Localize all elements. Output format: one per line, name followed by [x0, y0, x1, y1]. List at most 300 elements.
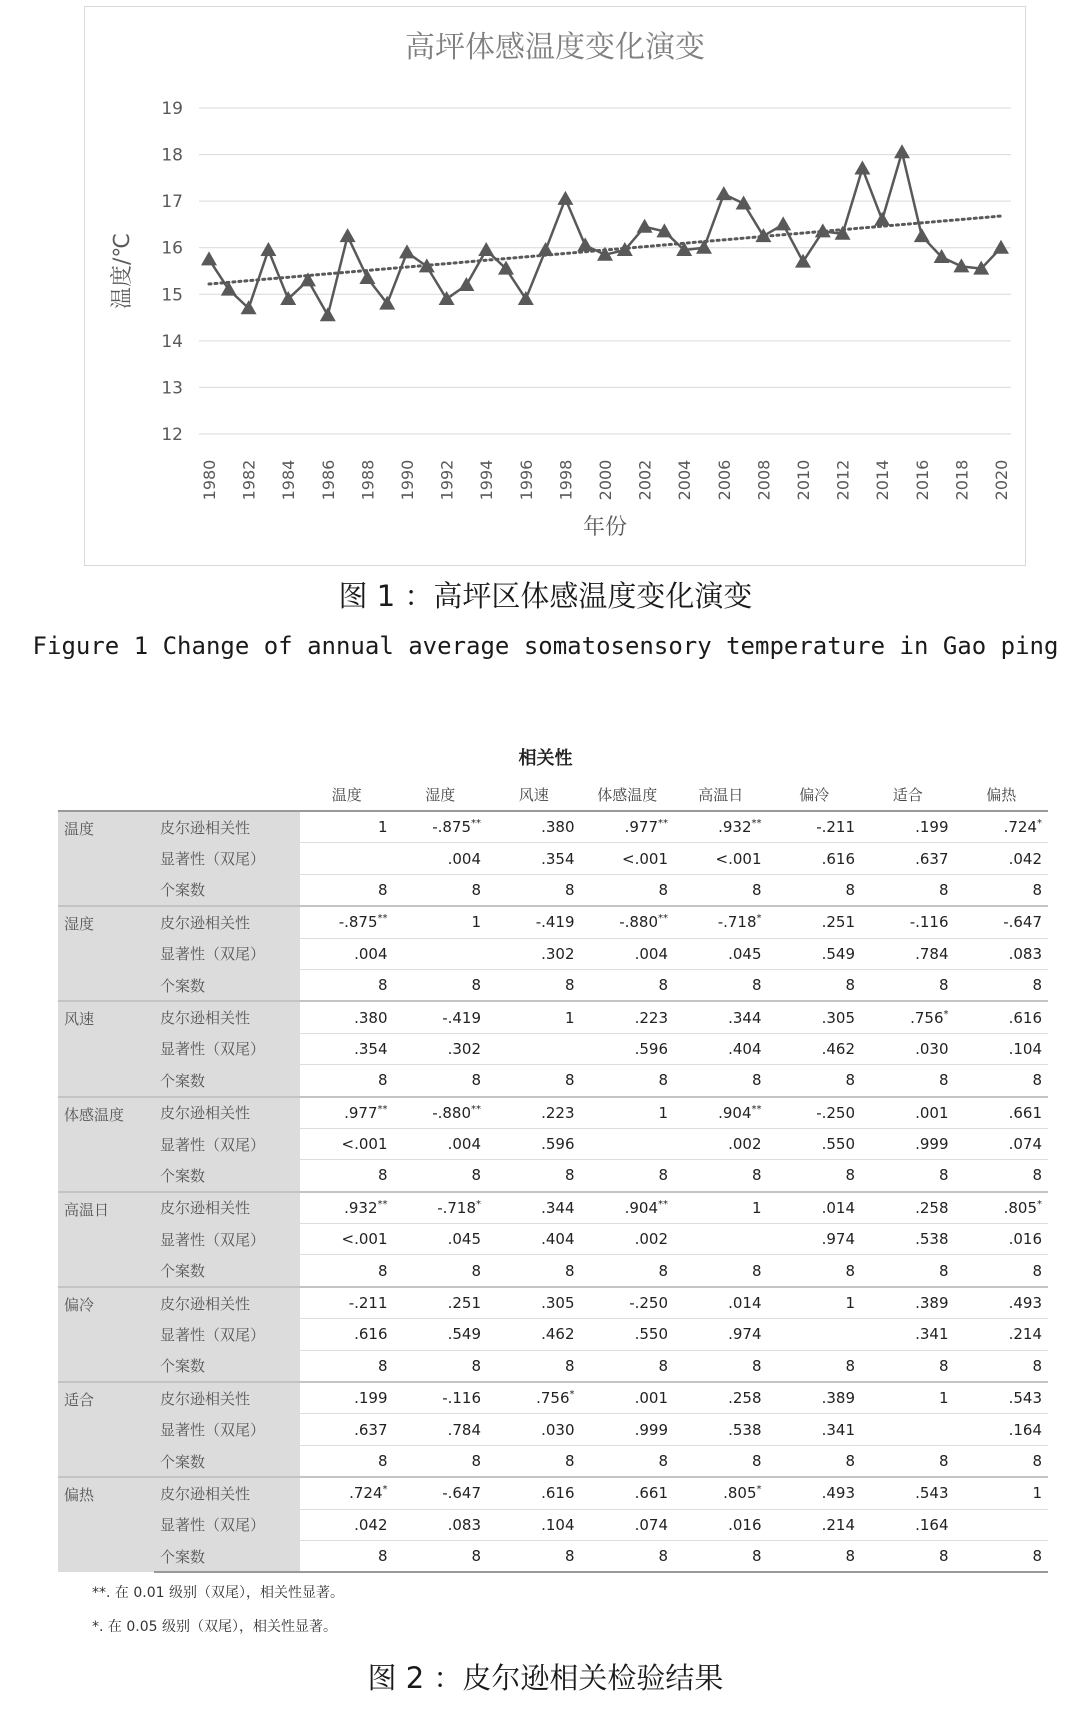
table-cell: -.875** [300, 906, 394, 938]
table-cell: 8 [581, 1445, 675, 1477]
table-cell: .251 [768, 906, 862, 938]
table-cell: .538 [674, 1414, 768, 1445]
table-cell: 8 [300, 874, 394, 906]
table-row [58, 1319, 1048, 1350]
table-cell: 8 [861, 1445, 955, 1477]
table-cell: .258 [861, 1192, 955, 1224]
table-cell: .999 [581, 1414, 675, 1445]
x-tick-label-2012: 2012 [833, 459, 853, 501]
table-row [58, 1128, 1048, 1159]
table-cell: 8 [581, 1160, 675, 1192]
x-tick-label-1996: 1996 [516, 459, 536, 501]
table-cell: 8 [300, 1065, 394, 1097]
table-cell: 1 [394, 906, 488, 938]
x-tick-label-1980: 1980 [200, 459, 219, 501]
table-cell: 8 [487, 1540, 581, 1572]
table-row [58, 1001, 1048, 1033]
table-cell: .724* [300, 1477, 394, 1509]
table-cell: .199 [300, 1382, 394, 1414]
x-tick-label-1982: 1982 [239, 459, 259, 501]
table-cell: .341 [861, 1319, 955, 1350]
header-blank [154, 778, 300, 811]
stat-label: 个案数 [154, 1445, 300, 1477]
table-cell: 8 [861, 969, 955, 1001]
table-cell: 8 [768, 1255, 862, 1287]
table-cell: .549 [394, 1319, 488, 1350]
table-cell: 8 [394, 1255, 488, 1287]
table-notes [92, 1576, 344, 1644]
table-cell: 8 [487, 1350, 581, 1382]
table-row [58, 1224, 1048, 1255]
table-cell: .724* [955, 811, 1049, 843]
table-cell: 8 [394, 1540, 488, 1572]
table-cell: .462 [487, 1319, 581, 1350]
table-cell: 8 [861, 1350, 955, 1382]
table-cell: .030 [861, 1033, 955, 1064]
table-cell [394, 938, 488, 969]
data-point-1980 [201, 251, 217, 265]
table-cell [300, 843, 394, 874]
table-cell: 8 [955, 1160, 1049, 1192]
table-cell: .999 [861, 1128, 955, 1159]
stat-label: 个案数 [154, 1255, 300, 1287]
stat-label: 个案数 [154, 1540, 300, 1572]
stat-label: 显著性（双尾） [154, 1414, 300, 1445]
table-cell: .074 [955, 1128, 1049, 1159]
table-cell: .104 [487, 1509, 581, 1540]
table-cell: 8 [955, 1255, 1049, 1287]
data-point-1987 [340, 228, 356, 242]
series-line [209, 152, 1001, 315]
table-cell: 8 [674, 1445, 768, 1477]
data-point-1992 [439, 291, 455, 305]
table-cell: 8 [955, 969, 1049, 1001]
row-variable-label: 风速 [58, 1001, 154, 1096]
y-tick-label-18: 18 [161, 145, 183, 166]
x-tick-label-1998: 1998 [556, 459, 576, 501]
data-point-2015 [894, 144, 910, 158]
table-cell: .616 [768, 843, 862, 874]
table-cell: 8 [581, 1065, 675, 1097]
table-row [58, 1033, 1048, 1064]
table-cell: .214 [955, 1319, 1049, 1350]
table-cell: .001 [581, 1382, 675, 1414]
table-cell: -.419 [394, 1001, 488, 1033]
data-point-1990 [399, 244, 415, 258]
table-cell: 1 [674, 1192, 768, 1224]
data-point-2018 [953, 258, 969, 272]
y-tick-label-19: 19 [161, 99, 183, 119]
table-cell: .596 [581, 1033, 675, 1064]
y-tick-label-15: 15 [161, 285, 183, 306]
table-row [58, 1065, 1048, 1097]
table-row [58, 811, 1048, 843]
table-row [58, 1192, 1048, 1224]
table-cell: 8 [861, 1540, 955, 1572]
column-header: 偏热 [955, 778, 1049, 811]
stat-label: 显著性（双尾） [154, 1033, 300, 1064]
table-cell: .354 [487, 843, 581, 874]
table-cell: .004 [394, 1128, 488, 1159]
table-cell: -.211 [300, 1287, 394, 1319]
table-row [58, 969, 1048, 1001]
table-cell: .904** [581, 1192, 675, 1224]
table-cell: .616 [955, 1001, 1049, 1033]
table-cell: -.419 [487, 906, 581, 938]
table-row [58, 1382, 1048, 1414]
table-cell: .784 [861, 938, 955, 969]
table-row [58, 1160, 1048, 1192]
figure2-caption-cn: 图 2 ：皮尔逊相关检验结果 [367, 1661, 724, 1695]
table-cell: .550 [581, 1319, 675, 1350]
table-cell: .214 [768, 1509, 862, 1540]
table-cell: .404 [487, 1224, 581, 1255]
y-axis-label: 温度/℃ [110, 232, 135, 310]
table-cell: .305 [487, 1287, 581, 1319]
stat-label: 显著性（双尾） [154, 938, 300, 969]
table-cell: 8 [955, 1350, 1049, 1382]
x-tick-label-1984: 1984 [279, 459, 299, 501]
table-cell: 8 [674, 1350, 768, 1382]
table-cell: .354 [300, 1033, 394, 1064]
stat-label: 显著性（双尾） [154, 1128, 300, 1159]
table-cell: .932** [300, 1192, 394, 1224]
table-cell: .977** [300, 1097, 394, 1129]
table-cell: .932** [674, 811, 768, 843]
data-point-1999 [577, 237, 593, 251]
table-cell: 8 [300, 1445, 394, 1477]
stat-label: 皮尔逊相关性 [154, 906, 300, 938]
table-cell: .389 [861, 1287, 955, 1319]
table-cell: 8 [300, 969, 394, 1001]
table-cell: .661 [581, 1477, 675, 1509]
x-tick-label-2004: 2004 [675, 459, 695, 501]
table-cell: .002 [581, 1224, 675, 1255]
table-row [58, 1350, 1048, 1382]
column-header: 温度 [300, 778, 394, 811]
table-cell: 8 [674, 1540, 768, 1572]
row-variable-label: 温度 [58, 811, 154, 906]
table-cell: .001 [861, 1097, 955, 1129]
data-point-2016 [914, 228, 930, 242]
table-cell: 8 [955, 1445, 1049, 1477]
table-cell: .164 [861, 1509, 955, 1540]
table-cell: -.875** [394, 811, 488, 843]
table-cell: .199 [861, 811, 955, 843]
table-row [58, 843, 1048, 874]
table-row [58, 1445, 1048, 1477]
x-tick-label-2016: 2016 [912, 459, 932, 501]
table-cell: .223 [487, 1097, 581, 1129]
table-cell: 8 [487, 1160, 581, 1192]
table-cell: .380 [300, 1001, 394, 1033]
table-cell: .344 [487, 1192, 581, 1224]
table-cell: 8 [394, 1160, 488, 1192]
table-cell: .302 [394, 1033, 488, 1064]
stat-label: 个案数 [154, 1160, 300, 1192]
table-cell: 8 [394, 1065, 488, 1097]
table-cell [487, 1033, 581, 1064]
table-cell: <.001 [300, 1224, 394, 1255]
table-title: 相关性 [518, 748, 573, 769]
table-cell: 8 [768, 1540, 862, 1572]
table-cell: 8 [955, 1540, 1049, 1572]
data-point-1986 [320, 307, 336, 321]
table-cell: -.718* [394, 1192, 488, 1224]
stat-label: 皮尔逊相关性 [154, 1097, 300, 1129]
table-row [58, 1097, 1048, 1129]
table-row [58, 1255, 1048, 1287]
table-cell [861, 1414, 955, 1445]
table-cell: 1 [861, 1382, 955, 1414]
table-cell: .045 [394, 1224, 488, 1255]
table-cell: .661 [955, 1097, 1049, 1129]
table-cell: .805* [955, 1192, 1049, 1224]
table-cell: -.211 [768, 811, 862, 843]
row-variable-label: 偏冷 [58, 1287, 154, 1382]
data-point-1993 [458, 277, 474, 291]
table-cell: -.116 [394, 1382, 488, 1414]
table-cell: .550 [768, 1128, 862, 1159]
table-cell: 8 [300, 1540, 394, 1572]
correlation-table [58, 778, 1048, 1573]
column-header: 高温日 [674, 778, 768, 811]
table-cell: -.250 [581, 1287, 675, 1319]
table-cell: 8 [394, 1445, 488, 1477]
data-point-2002 [637, 219, 653, 233]
table-cell: 8 [300, 1255, 394, 1287]
note-significance-005: *. 在 0.05 级别（双尾），相关性显著。 [92, 1619, 337, 1635]
table-cell: .223 [581, 1001, 675, 1033]
figure1-caption-en: Figure 1 Change of annual average somatosensory temperature in Gao ping [32, 632, 1059, 660]
data-point-2013 [854, 161, 870, 175]
table-cell [955, 1509, 1049, 1540]
table-cell: .302 [487, 938, 581, 969]
stat-label: 皮尔逊相关性 [154, 1382, 300, 1414]
table-cell: .305 [768, 1001, 862, 1033]
y-tick-label-16: 16 [161, 238, 183, 259]
table-cell: .805* [674, 1477, 768, 1509]
table-cell: .004 [300, 938, 394, 969]
table-cell: -.250 [768, 1097, 862, 1129]
stat-label: 显著性（双尾） [154, 843, 300, 874]
stat-label: 显著性（双尾） [154, 1319, 300, 1350]
note-significance-001: **. 在 0.01 级别（双尾），相关性显著。 [92, 1585, 344, 1601]
table-row [58, 1540, 1048, 1572]
table-cell: .042 [300, 1509, 394, 1540]
table-cell: 8 [487, 874, 581, 906]
table-cell: 8 [394, 1350, 488, 1382]
table-row [58, 1477, 1048, 1509]
row-variable-label: 适合 [58, 1382, 154, 1477]
table-cell: .083 [394, 1509, 488, 1540]
table-cell: .014 [674, 1287, 768, 1319]
data-point-1998 [557, 191, 573, 205]
table-cell: .004 [581, 938, 675, 969]
table-cell: .104 [955, 1033, 1049, 1064]
table-cell: .014 [768, 1192, 862, 1224]
table-cell: 8 [674, 1160, 768, 1192]
y-tick-label-14: 14 [161, 331, 183, 352]
column-header: 适合 [861, 778, 955, 811]
chart-title: 高坪体感温度变化演变 [405, 30, 705, 65]
table-cell: 8 [300, 1160, 394, 1192]
x-tick-label-1994: 1994 [477, 459, 497, 501]
table-cell: .251 [394, 1287, 488, 1319]
table-cell: 8 [861, 1065, 955, 1097]
table-cell: .389 [768, 1382, 862, 1414]
x-tick-label-1992: 1992 [437, 459, 457, 501]
table-cell [674, 1224, 768, 1255]
table-cell: 8 [955, 874, 1049, 906]
column-header: 体感温度 [581, 778, 675, 811]
data-point-2011 [815, 223, 831, 237]
table-row [58, 1509, 1048, 1540]
x-tick-label-1990: 1990 [398, 459, 417, 501]
table-cell: .616 [300, 1319, 394, 1350]
stat-label: 显著性（双尾） [154, 1224, 300, 1255]
table-cell: 8 [674, 1065, 768, 1097]
table-cell: .045 [674, 938, 768, 969]
table-cell: 8 [861, 1255, 955, 1287]
table-cell: 8 [768, 874, 862, 906]
row-variable-label: 湿度 [58, 906, 154, 1001]
table-row [58, 1414, 1048, 1445]
table-cell: .002 [674, 1128, 768, 1159]
table-cell: .596 [487, 1128, 581, 1159]
table-cell: .616 [487, 1477, 581, 1509]
table-cell: .549 [768, 938, 862, 969]
row-variable-label: 偏热 [58, 1477, 154, 1572]
table-cell: .341 [768, 1414, 862, 1445]
data-point-1996 [518, 291, 534, 305]
table-cell: 8 [581, 1350, 675, 1382]
table-cell: -.116 [861, 906, 955, 938]
stat-label: 个案数 [154, 1065, 300, 1097]
table-cell: .637 [861, 843, 955, 874]
data-point-1983 [260, 242, 276, 256]
table-cell: 8 [581, 969, 675, 1001]
table-row [58, 906, 1048, 938]
y-tick-label-12: 12 [161, 425, 183, 445]
table-cell: 8 [394, 874, 488, 906]
table-cell: .344 [674, 1001, 768, 1033]
table-cell: 8 [487, 969, 581, 1001]
x-tick-label-1986: 1986 [318, 459, 338, 501]
table-cell: .016 [955, 1224, 1049, 1255]
table-cell: .258 [674, 1382, 768, 1414]
table-cell: 8 [768, 1445, 862, 1477]
table-header-row [58, 778, 1048, 811]
table-cell: -.647 [955, 906, 1049, 938]
stat-label: 个案数 [154, 1350, 300, 1382]
data-point-2009 [775, 216, 791, 230]
table-cell: 8 [861, 1160, 955, 1192]
table-cell: .462 [768, 1033, 862, 1064]
x-tick-label-1988: 1988 [358, 459, 378, 501]
table-cell: .637 [300, 1414, 394, 1445]
table-cell: <.001 [674, 843, 768, 874]
table-cell: -.880** [581, 906, 675, 938]
y-tick-label-17: 17 [161, 192, 183, 213]
table-cell: 8 [861, 874, 955, 906]
table-cell: 1 [768, 1287, 862, 1319]
stat-label: 皮尔逊相关性 [154, 811, 300, 843]
x-tick-label-2002: 2002 [635, 459, 655, 501]
data-point-1997 [538, 242, 554, 256]
x-tick-label-2014: 2014 [873, 459, 893, 501]
table-cell: 8 [487, 1255, 581, 1287]
table-cell: .493 [955, 1287, 1049, 1319]
stat-label: 个案数 [154, 969, 300, 1001]
chart-frame [84, 6, 1026, 566]
table-row [58, 938, 1048, 969]
table-row [58, 874, 1048, 906]
x-tick-label-2010: 2010 [794, 459, 813, 501]
data-point-2014 [874, 212, 890, 226]
x-tick-label-2000: 2000 [596, 459, 615, 501]
table-cell: .974 [768, 1224, 862, 1255]
table-cell: 1 [300, 811, 394, 843]
table-cell: 8 [300, 1350, 394, 1382]
table-cell: .042 [955, 843, 1049, 874]
column-header: 偏冷 [768, 778, 862, 811]
y-tick-label-13: 13 [161, 378, 183, 399]
table-cell: 8 [674, 874, 768, 906]
table-cell: <.001 [300, 1128, 394, 1159]
table-cell: -.880** [394, 1097, 488, 1129]
x-tick-label-2018: 2018 [952, 459, 972, 501]
table-cell: .904** [674, 1097, 768, 1129]
stat-label: 皮尔逊相关性 [154, 1001, 300, 1033]
table-cell: 8 [768, 1065, 862, 1097]
table-cell: 8 [674, 969, 768, 1001]
correlation-table-wrap [58, 778, 1048, 1573]
column-header: 湿度 [394, 778, 488, 811]
table-cell: 8 [487, 1065, 581, 1097]
table-cell: 8 [768, 969, 862, 1001]
table-cell: 8 [581, 1255, 675, 1287]
table-cell: .083 [955, 938, 1049, 969]
table-cell: 8 [581, 874, 675, 906]
table-cell: 1 [581, 1097, 675, 1129]
table-cell: 1 [487, 1001, 581, 1033]
table-cell: -.647 [394, 1477, 488, 1509]
stat-label: 皮尔逊相关性 [154, 1192, 300, 1224]
data-point-2006 [716, 186, 732, 200]
table-cell: .543 [955, 1382, 1049, 1414]
column-header: 风速 [487, 778, 581, 811]
table-cell: .380 [487, 811, 581, 843]
table-cell [581, 1128, 675, 1159]
table-cell: 8 [768, 1160, 862, 1192]
table-cell: .074 [581, 1509, 675, 1540]
table-cell: 8 [487, 1445, 581, 1477]
table-cell: <.001 [581, 843, 675, 874]
stat-label: 皮尔逊相关性 [154, 1287, 300, 1319]
table-cell: .030 [487, 1414, 581, 1445]
table-cell: 8 [581, 1540, 675, 1572]
header-blank [58, 778, 154, 811]
figure1-caption-cn: 图 1 ：高坪区体感温度变化演变 [338, 579, 753, 613]
table-cell: .164 [955, 1414, 1049, 1445]
row-variable-label: 体感温度 [58, 1097, 154, 1192]
table-cell: 8 [394, 969, 488, 1001]
table-cell: .756* [487, 1382, 581, 1414]
data-point-2008 [755, 228, 771, 242]
row-variable-label: 高温日 [58, 1192, 154, 1287]
x-tick-label-2020: 2020 [992, 459, 1011, 501]
